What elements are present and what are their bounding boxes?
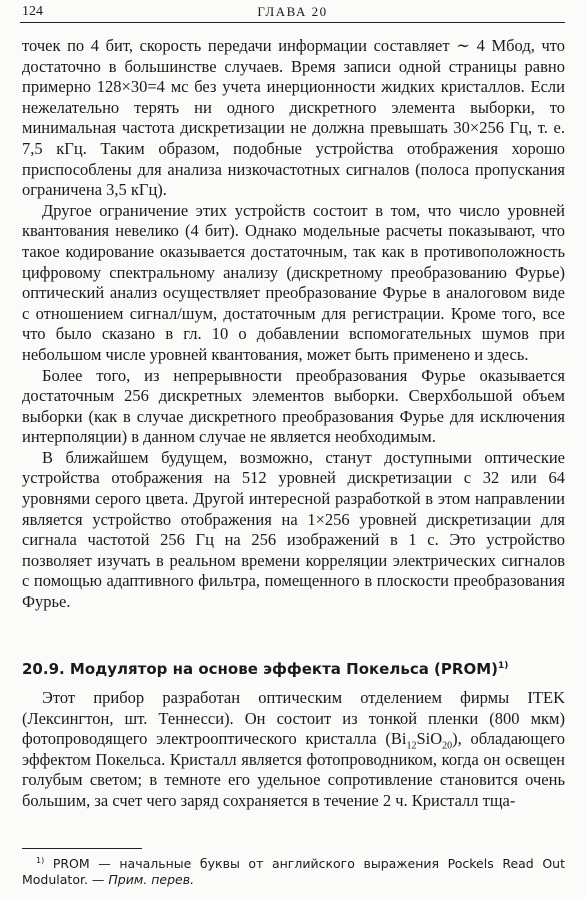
footnote-rule [22, 848, 142, 849]
paragraph: В ближайшем будущем, возможно, станут доступными оптические устройства отображения на 512 уровней дискретизации с 32 или 64 уровнями серого цвета. Другой интересной разработкой в этом направлении является устройство отображения на 1×256 уровней дискретизации для сигнала частотой 256 Гц на 256 изображений в 1 с. Это устройство позволяет изучать в реальном времени корреляции электрических сигналов с помощью адаптивного фильтра, помещенного в плоскости преобразования Фурье. [22, 447, 565, 612]
main-text [22, 36, 565, 613]
section-text [22, 688, 565, 812]
paragraph [22, 688, 565, 812]
footnote [22, 853, 565, 888]
section-heading [22, 660, 565, 678]
header-rule [20, 22, 565, 23]
text-run: SiO [416, 729, 443, 749]
text-run: ), обладающего эффектом Покельса. Кристалл является фотопроводником, когда он освещен голубым светом; в темноте его удельное сопротивление становится очень большим, за счет чего заряд сохраняется в течение 2 ч. Кристалл тща- [22, 729, 565, 810]
footnote-ref: 1) [498, 661, 509, 671]
running-header [22, 4, 563, 22]
paragraph: точек по 4 бит, скорость передачи информации составляет ∼ 4 Мбод, что достаточно в большинстве случаев. Время записи одной страницы равно примерно 128×30=4 мс без учета инерционности жидких кристаллов. Если нежелательно терять ни одного дискретного элемента выборки, то минимальная частота дискретизации не должна превышать 30×256 Гц, т. е. 7,5 кГц. Таким образом, подобные устройства отображения хорошо приспособлены для анализа низкочастотных сигналов (полоса пропускания ограничена 3,5 кГц). [22, 36, 565, 200]
footnote-text: PROM — начальные буквы от английского выражения Pockels Read Out Modulator. — [22, 856, 565, 888]
page-number: 124 [22, 4, 43, 19]
chapter-title: ГЛАВА 20 [257, 4, 328, 19]
section-heading-text: 20.9. Модулятор на основе эффекта Покельса (PROM) [22, 660, 498, 678]
paragraph: Другое ограничение этих устройств состоит в том, что число уровней квантования невелико (4 бит). Однако модельные расчеты показывают, что такое кодирование оказывается достаточным, так как в противоположность цифровому спектральному анализу (дискретному преобразованию Фурье) оптический анализ осуществляет преобразование Фурье в аналоговом виде с отношением сигнал/шум, достаточным для регистрации. Кроме того, все что было сказано в гл. 10 о добавлении вспомогательных шумов при небольшом числе уровней квантования, может быть применено и здесь. [22, 200, 565, 364]
footnote-italic: Прим. перев. [108, 872, 195, 888]
subscript: 20 [442, 740, 453, 752]
text-run: Этот прибор разработан оптическим отделением фирмы ITEK (Лексингтон, шт. Теннесси). Он состоит из тонкой пленки (800 мкм) фотопроводящего электрооптического кристалла (Bi [22, 688, 565, 749]
subscript: 12 [406, 740, 417, 752]
paragraph: Более того, из непрерывности преобразования Фурье оказывается достаточным 256 дискретных элементов выборки. Сверхбольшой объем выборки (как в случае дискретного преобразования Фурье для исключения интерполяции) в данном случае не является необходимым. [22, 365, 565, 447]
footnote-marker: 1) [36, 856, 45, 865]
